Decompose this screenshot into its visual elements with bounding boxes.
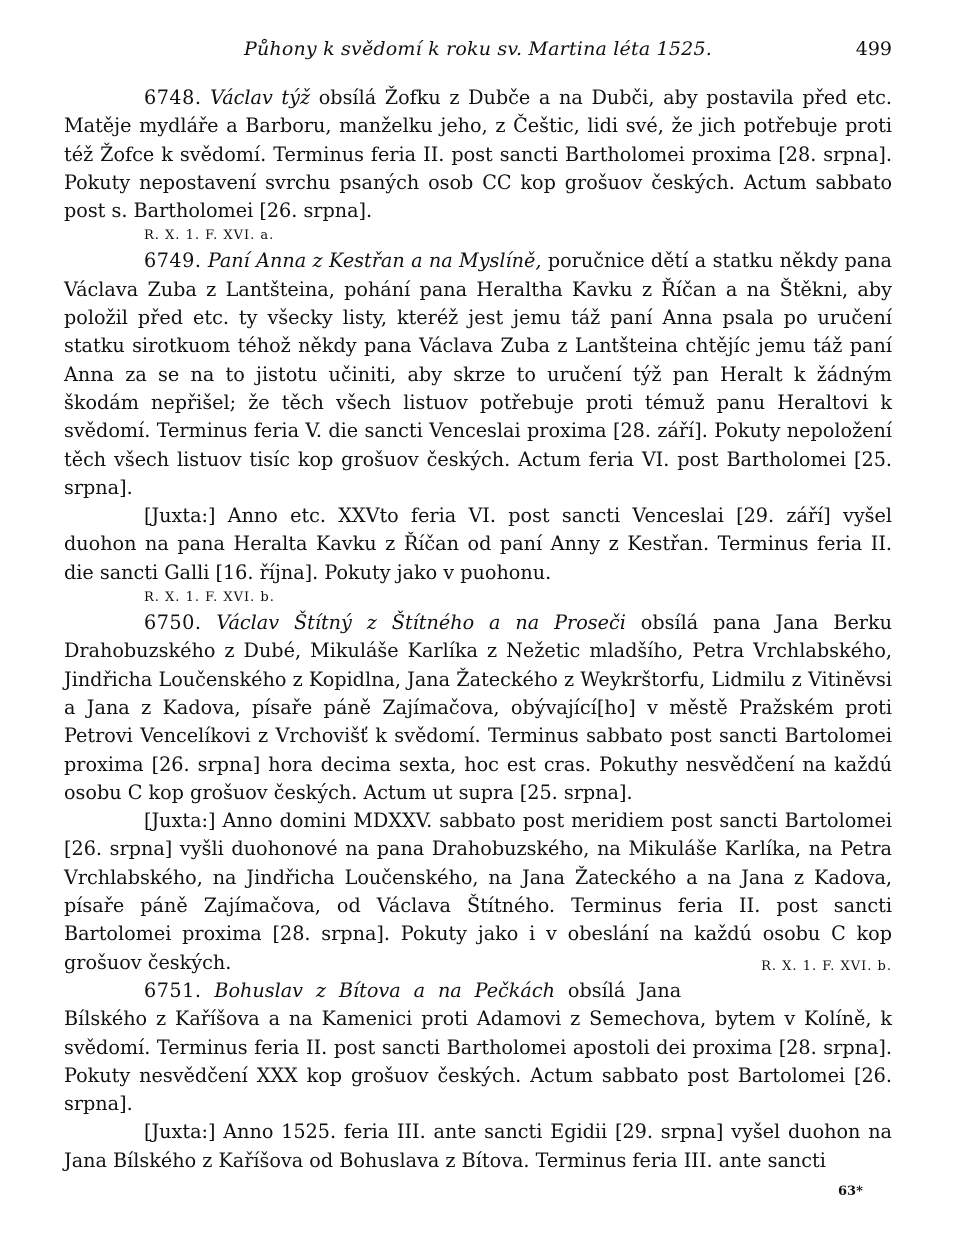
entry-juxta xyxy=(64,807,892,977)
entry-number: 6750. xyxy=(144,611,202,635)
entry-number: 6749. xyxy=(144,249,202,273)
page-number: 499 xyxy=(855,38,892,60)
running-title: Půhony k svědomí k roku sv. Martina léta 1525. xyxy=(244,38,712,60)
entry-text: obsílá Žofku z Dubče a na Dubči, aby postavila před etc. Matěje mydláře a Barboru, manželku jeho, z Češtic, lidi své, že jich potřebuje proti též Žofce k svědomí. Terminus feria II. post sancti Bartholomei proxima [28. srpna]. Pokuty nepostavení svrchu psaných osob CC kop grošuov českých. Actum sabbato post s. Bartholomei [26. srpna]. xyxy=(64,86,892,223)
entry-text: poručnice dětí a statku někdy pana Václava Zuba z Lantšteina, pohání pana Heraltha Kavku z Říčan a na Štěkni, aby položil před etc. ty všecky listy, kteréž jest jemu táž paní Anna psala po uručení statku sirotkuom téhož někdy pana Václava Zuba z Lantšteina chtějíc jemu táž paní Anna za se na to jistotu učiniti, aby skrze to uručení týž pan Heralt k žádným škodám nepřišel; že těch všech listuov potřebuje proti témuž panu Heraltovi k svědomí. Terminus feria V. die sancti Venceslai proxima [28. září]. Pokuty nepoložení těch všech listuov tisíc kop grošuov českých. Actum feria VI. post Bartholomei [25. srpna]. xyxy=(64,249,892,499)
page-header xyxy=(64,34,892,64)
archive-signature: R. X. 1. F. XVI. b. xyxy=(761,958,892,974)
archive-signature: R. X. 1. F. XVI. b. xyxy=(144,590,275,606)
entry-names: Václav Štítný z Štítného a na Proseči xyxy=(216,611,626,635)
entry-number: 6748. xyxy=(144,86,202,109)
entry-juxta: [Juxta:] Anno etc. XXVto feria VI. post sancti Venceslai [29. září] vyšel duohon na pana Heralta Kavku z Říčan od paní Anny z Kestřan. Terminus feria II. die sancti Galli [16. října]. Pokuty jako v puohonu. xyxy=(64,504,892,584)
entry-number: 6751. xyxy=(144,978,202,1002)
entry-6749 xyxy=(64,247,892,502)
entry-6748 xyxy=(64,84,892,225)
entry-6751 xyxy=(64,977,892,1118)
entry-text: obsílá Jana Bílského z Kaříšova a na Kamenici proti Adamovi z Semechova, bytem v Kolíně, k svědomí. Terminus feria II. post sancti Bartholomei apostoli dei proxima [28. srpna]. Pokuty nesvědčení XXX kop grošuov českých. Actum sabbato post Bartolomei [26. srpna]. xyxy=(64,978,892,1116)
archive-signature: R. X. 1. F. XVI. a. xyxy=(144,228,275,244)
entry-names: Paní Anna z Kestřan a na Myslíně, xyxy=(207,249,542,273)
entry-text: obsílá pana Jana Berku Drahobuzského z Dubé, Mikuláše Karlíka z Nežetic mladšího, Petra Vrchlabského, Jindřicha Loučenského z Kopidlna, Jana Žateckého z Weykrštorfu, Lidmilu z Vitiněvsi a Jana z Kadova, písaře páně Zajímačova, obývající[ho] v městě Pražském proti Petrovi Vencelíkovi z Vrchovišť k svědomí. Terminus sabbato post sancti Bartolomei proxima [26. srpna] hora decima sexta, hoc est cras. Pokuthy nesvědčení na každú osobu C kop grošuov českých. Actum ut supra [25. srpna]. xyxy=(64,611,892,804)
entry-names: Václav týž xyxy=(210,86,311,109)
entry-juxta: [Juxta:] Anno 1525. feria III. ante sancti Egidii [29. srpna] vyšel duohon na Jana Bílského z Kaříšova od Bohuslava z Bítova. Terminus feria III. ante sancti xyxy=(64,1120,892,1172)
signature-mark: 63* xyxy=(838,1184,863,1199)
juxta-text: [Juxta:] Anno domini MDXXV. sabbato post meridiem post sancti Bartolomei [26. srpna] vyšli duohonové na pana Drahobuzského, na Mikuláše Karlíka, na Petra Vrchlabského, na Jindřicha Loučenského, na Jana Žateckého a na Jana z Kadova, písaře páně Zajímačova, od Václava Štítného. Terminus feria II. post sancti Bartolomei proxima [28. srpna]. Pokuty jako i v obeslání na každú osobu C kop grošuov českých. xyxy=(64,809,892,974)
entry-6750 xyxy=(64,609,892,807)
page-body xyxy=(64,84,892,1175)
entry-names: Bohuslav z Bítova a na Pečkách xyxy=(214,978,555,1002)
